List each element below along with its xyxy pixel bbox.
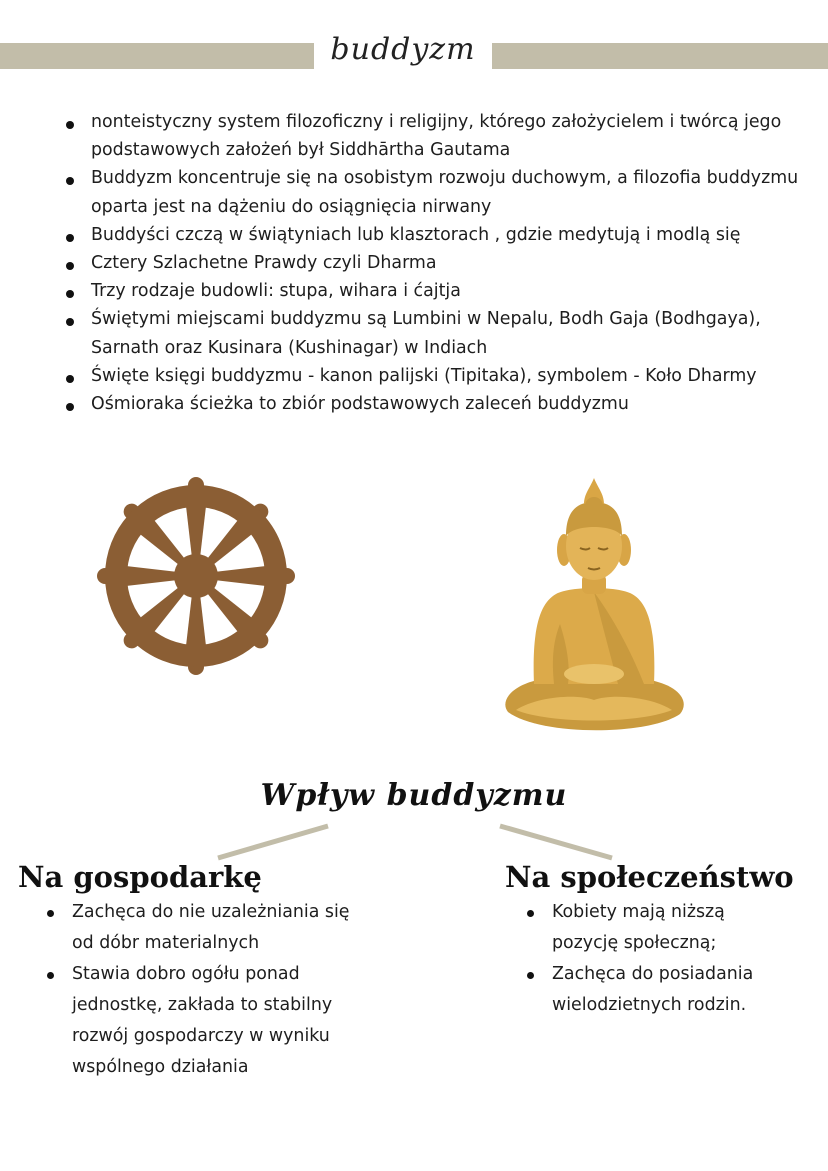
society-title: Na społeczeństwo xyxy=(505,860,794,894)
connector-line-right xyxy=(500,826,612,858)
society-item: Zachęca do posiadania wielodzietnych rodzin. xyxy=(524,959,794,1021)
connector-line-left xyxy=(218,826,328,858)
fact-item: Buddyzm koncentruje się na osobistym rozwoju duchowym, a filozofia buddyzmu oparta jest na dążeniu do osiągnięcia nirwany xyxy=(60,164,800,220)
fact-item: Trzy rodzaje budowli: stupa, wihara i ćajtja xyxy=(60,277,800,305)
economy-title: Na gospodarkę xyxy=(18,860,262,894)
page-title: buddyzm xyxy=(330,32,476,67)
fact-item: Święte księgi buddyzmu - kanon palijski (Tipitaka), symbolem - Koło Dharmy xyxy=(60,362,800,390)
economy-item: Zachęca do nie uzależniania się od dóbr materialnych xyxy=(44,897,374,959)
economy-list xyxy=(44,897,374,1083)
economy-item: Stawia dobro ogółu ponad jednostkę, zakłada to stabilny rozwój gospodarczy w wyniku wspólnego działania xyxy=(44,959,374,1083)
fact-item: Buddyści czczą w świątyniach lub klasztorach , gdzie medytują i modlą się xyxy=(60,221,800,249)
fact-item: nonteistyczny system filozoficzny i religijny, którego założycielem i twórcą jego podstawowych założeń był Siddhārtha Gautama xyxy=(60,108,800,164)
society-item: Kobiety mają niższą pozycję społeczną; xyxy=(524,897,794,959)
society-list xyxy=(524,897,794,1021)
fact-item: Cztery Szlachetne Prawdy czyli Dharma xyxy=(60,249,800,277)
fact-item: Ośmioraka ścieżka to zbiór podstawowych zaleceń buddyzmu xyxy=(60,390,800,418)
fact-item: Świętymi miejscami buddyzmu są Lumbini w Nepalu, Bodh Gaja (Bodhgaya), Sarnath oraz Kusinara (Kushinagar) w Indiach xyxy=(60,305,800,361)
impact-title: Wpływ buddyzmu xyxy=(260,778,568,813)
